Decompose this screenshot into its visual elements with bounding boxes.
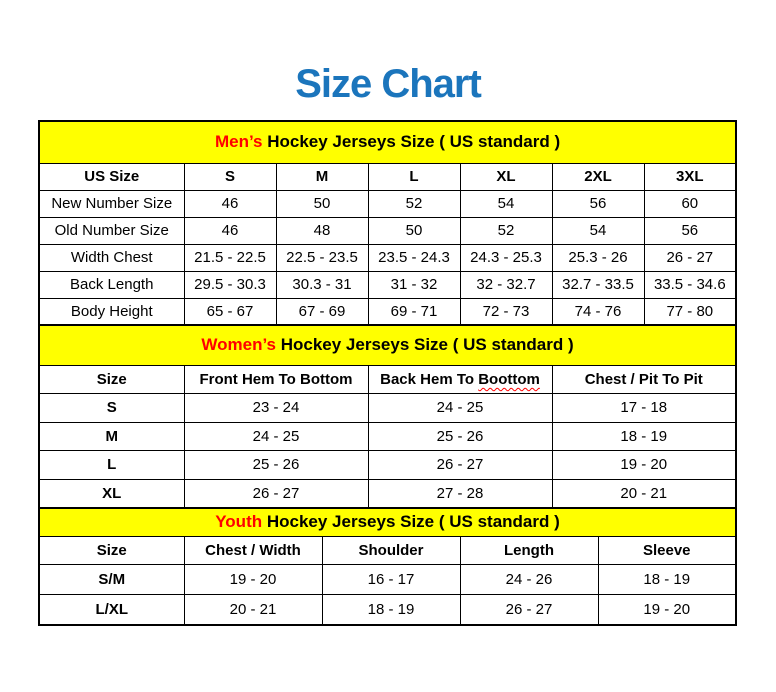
- size-value-cell: 74 - 76: [552, 298, 644, 325]
- size-value-cell: 32 - 32.7: [460, 271, 552, 298]
- youth-category-label: Youth: [215, 512, 263, 532]
- size-value-cell: 50: [368, 217, 460, 244]
- size-value-cell: 30.3 - 31: [276, 271, 368, 298]
- size-value-cell: 18 - 19: [552, 422, 736, 451]
- mens-section-title: [39, 121, 736, 163]
- mens-size-table: [38, 120, 737, 326]
- size-value-cell: 52: [368, 190, 460, 217]
- table-row: [39, 271, 736, 298]
- size-value-cell: 24 - 25: [184, 422, 368, 451]
- size-value-cell: 26 - 27: [184, 479, 368, 508]
- size-value-cell: 50: [276, 190, 368, 217]
- table-row: [39, 298, 736, 325]
- size-value-cell: 26 - 27: [368, 451, 552, 480]
- row-label: New Number Size: [39, 190, 184, 217]
- column-header: Sleeve: [598, 537, 736, 565]
- column-header: Chest / Width: [184, 537, 322, 565]
- size-value-cell: 48: [276, 217, 368, 244]
- size-value-cell: 19 - 20: [598, 595, 736, 625]
- row-label: L/XL: [39, 595, 184, 625]
- size-value-cell: 24 - 26: [460, 565, 598, 595]
- size-value-cell: 17 - 18: [552, 394, 736, 423]
- back-hem-prefix: Back Hem To: [380, 370, 479, 388]
- table-row: [39, 479, 736, 508]
- size-value-cell: 20 - 21: [184, 595, 322, 625]
- column-header: Length: [460, 537, 598, 565]
- row-label: XL: [39, 479, 184, 508]
- mens-section-title-text: Hockey Jerseys Size ( US standard ): [262, 132, 561, 152]
- row-label: S: [39, 394, 184, 423]
- size-value-cell: 25.3 - 26: [552, 244, 644, 271]
- row-label: Body Height: [39, 298, 184, 325]
- row-label: M: [39, 422, 184, 451]
- size-value-cell: 56: [644, 217, 736, 244]
- womens-category-label: Women’s: [201, 335, 276, 355]
- size-value-cell: 20 - 21: [552, 479, 736, 508]
- size-value-cell: 25 - 26: [368, 422, 552, 451]
- size-value-cell: 77 - 80: [644, 298, 736, 325]
- size-value-cell: 21.5 - 22.5: [184, 244, 276, 271]
- column-header: Size: [39, 537, 184, 565]
- table-row: [39, 394, 736, 423]
- size-value-cell: 24.3 - 25.3: [460, 244, 552, 271]
- table-row: [39, 190, 736, 217]
- table-row: [39, 422, 736, 451]
- size-value-cell: 18 - 19: [598, 565, 736, 595]
- row-label: Back Length: [39, 271, 184, 298]
- size-value-cell: 54: [552, 217, 644, 244]
- size-value-cell: 72 - 73: [460, 298, 552, 325]
- womens-section-title: [39, 325, 736, 365]
- misspelled-word: Boottom: [478, 370, 540, 388]
- womens-section-title-text: Hockey Jerseys Size ( US standard ): [276, 335, 574, 355]
- table-row: [39, 595, 736, 625]
- column-header-back-hem: [368, 365, 552, 394]
- size-value-cell: 31 - 32: [368, 271, 460, 298]
- column-header: 2XL: [552, 163, 644, 190]
- size-value-cell: 26 - 27: [460, 595, 598, 625]
- table-row: [39, 217, 736, 244]
- size-value-cell: 22.5 - 23.5: [276, 244, 368, 271]
- row-label: L: [39, 451, 184, 480]
- womens-header-row: [39, 365, 736, 394]
- size-value-cell: 18 - 19: [322, 595, 460, 625]
- column-header: XL: [460, 163, 552, 190]
- column-header: Chest / Pit To Pit: [552, 365, 736, 394]
- mens-header-row: [39, 163, 736, 190]
- size-value-cell: 27 - 28: [368, 479, 552, 508]
- column-header: S: [184, 163, 276, 190]
- size-value-cell: 46: [184, 190, 276, 217]
- size-value-cell: 32.7 - 33.5: [552, 271, 644, 298]
- page-title: Size Chart: [295, 62, 481, 106]
- row-label: Old Number Size: [39, 217, 184, 244]
- row-label: S/M: [39, 565, 184, 595]
- table-row: [39, 565, 736, 595]
- size-value-cell: 29.5 - 30.3: [184, 271, 276, 298]
- size-value-cell: 60: [644, 190, 736, 217]
- youth-section-title: [39, 508, 736, 537]
- size-value-cell: 19 - 20: [184, 565, 322, 595]
- size-value-cell: 25 - 26: [184, 451, 368, 480]
- size-value-cell: 52: [460, 217, 552, 244]
- youth-section-title-text: Hockey Jerseys Size ( US standard ): [262, 512, 560, 532]
- column-header: Front Hem To Bottom: [184, 365, 368, 394]
- size-value-cell: 33.5 - 34.6: [644, 271, 736, 298]
- size-value-cell: 16 - 17: [322, 565, 460, 595]
- size-value-cell: 54: [460, 190, 552, 217]
- size-chart: [38, 120, 735, 626]
- size-value-cell: 23.5 - 24.3: [368, 244, 460, 271]
- size-value-cell: 46: [184, 217, 276, 244]
- youth-header-row: [39, 537, 736, 565]
- row-label: Width Chest: [39, 244, 184, 271]
- size-value-cell: 24 - 25: [368, 394, 552, 423]
- size-value-cell: 23 - 24: [184, 394, 368, 423]
- column-header: L: [368, 163, 460, 190]
- mens-category-label: Men’s: [214, 132, 263, 152]
- column-header: Shoulder: [322, 537, 460, 565]
- column-header: US Size: [39, 163, 184, 190]
- mens-section-band: [39, 121, 736, 163]
- size-value-cell: 67 - 69: [276, 298, 368, 325]
- size-value-cell: 19 - 20: [552, 451, 736, 480]
- size-value-cell: 56: [552, 190, 644, 217]
- size-value-cell: 69 - 71: [368, 298, 460, 325]
- size-value-cell: 65 - 67: [184, 298, 276, 325]
- womens-size-table: [38, 324, 737, 509]
- size-value-cell: 26 - 27: [644, 244, 736, 271]
- column-header: 3XL: [644, 163, 736, 190]
- column-header: M: [276, 163, 368, 190]
- column-header: Size: [39, 365, 184, 394]
- womens-section-band: [39, 325, 736, 365]
- table-row: [39, 451, 736, 480]
- youth-size-table: [38, 507, 737, 626]
- youth-section-band: [39, 508, 736, 537]
- table-row: [39, 244, 736, 271]
